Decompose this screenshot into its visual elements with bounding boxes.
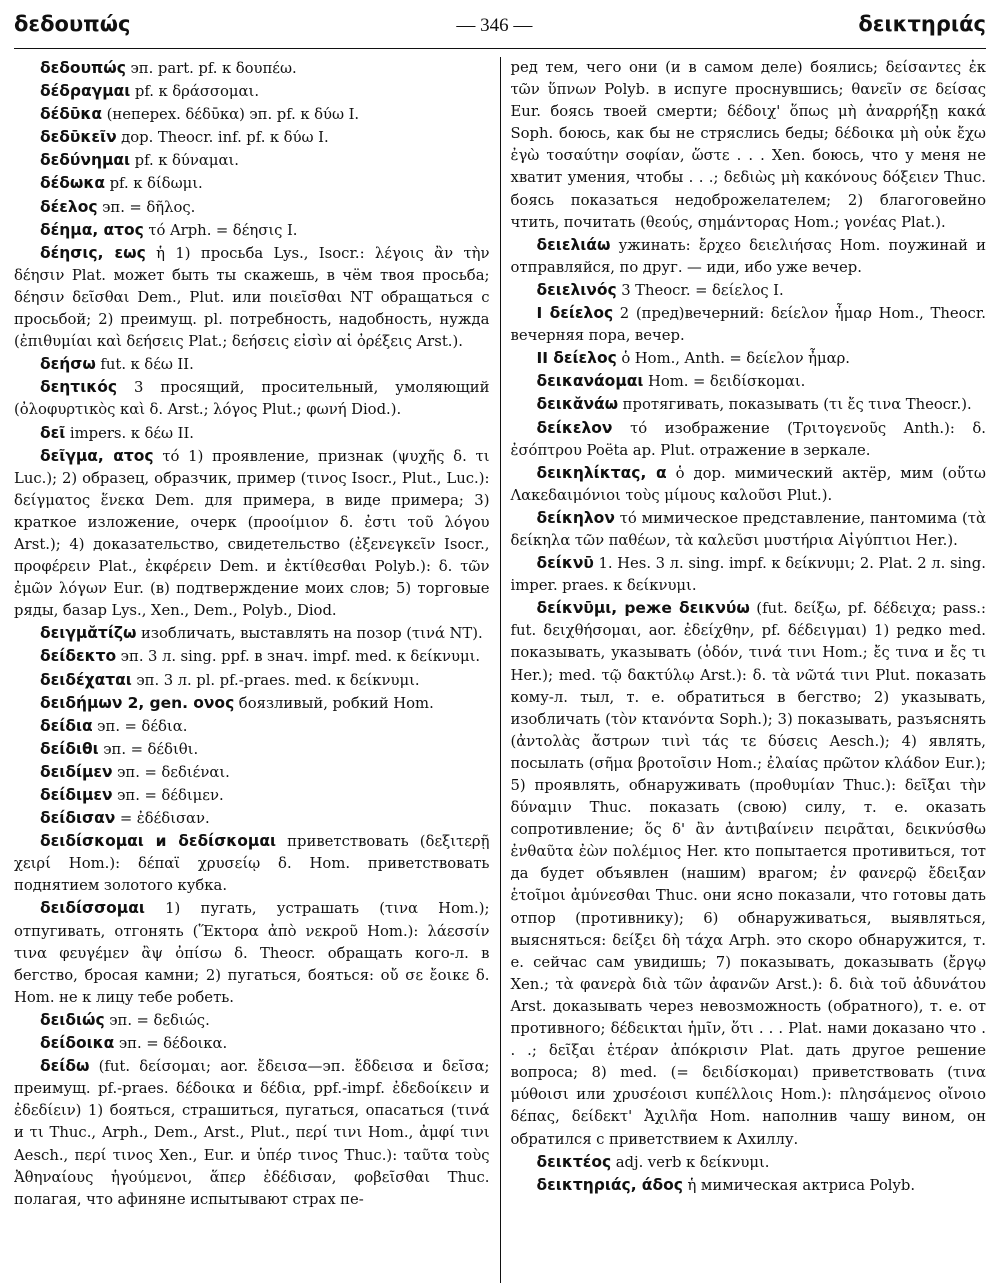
entry-headword: δέελος (40, 197, 98, 216)
entry-headword: δείδισαν (40, 809, 116, 828)
dictionary-entry (14, 1055, 490, 1211)
dictionary-entry (511, 507, 987, 552)
entry-definition: τό 1) проявление, признак (ψυχῆς δ. τι Luc.); 2) образец, образчик, пример (τινος Isocr., Plut., Luc.): δείγματος ἕνεκα Dem. для примера, в виде примера; 3) краткое изложение, очерк (προοίμιον δ. ἐστι τοῦ λόγου Arst.); 4) доказательство, свидетельство (ἐξενεγκεῖν Isocr., προφέρειν Plat., ἐκφέρειν Dem. и ἐκτίθεσθαι Polyb.): δ. τῶν ἐμῶν λόγων Eur. (в) подтверждение моих слов; 5) торговые ряды, базар Lys., Xen., Dem., Polyb., Diod. (14, 447, 490, 620)
entry-definition: боязливый, робкий Hom. (238, 694, 434, 712)
entry-headword: δείδιθι (40, 739, 99, 758)
dictionary-entry (14, 57, 490, 80)
entry-definition: = ἐδέδισαν. (119, 810, 210, 828)
dictionary-entry (511, 417, 987, 462)
entry-definition: изобличать, выставлять на позор (τινά NT). (141, 625, 483, 643)
entry-headword: δειδίμεν (40, 762, 113, 781)
entry-definition: эп. = δέδιθι. (103, 740, 199, 758)
dictionary-entry (14, 897, 490, 1008)
entry-headword: δέδραγμαι (40, 82, 131, 101)
entry-headword: δείκηλον (536, 508, 615, 527)
entry-definition: τό Arph. = δέησις I. (148, 221, 298, 239)
left-column (14, 57, 500, 1283)
entry-headword: δείκνῡ (536, 554, 594, 573)
dictionary-entry (14, 149, 490, 172)
entry-definition: 1. Hes. 3 л. sing. impf. к δείκνυμι; 2. Plat. 2 л. sing. imper. praes. к δείκνυμι. (510, 555, 986, 595)
entry-definition: эп. part. pf. к δουπέω. (130, 60, 297, 77)
dictionary-entry (14, 172, 490, 195)
dictionary-entry (511, 234, 987, 279)
entry-definition: ἡ 1) просьба Lys., Isocr.: λέγοις ἂν τὴν δέησιν Plat. может быть ты скажешь, в чём твоя просьба; δέησιν δεῖσθαι Dem., Plut. или ποιεῖσθαι NT обращаться с просьбой; 2) преимущ. pl. потребность, надобность, нужда (ἐπιθυμίαι καὶ δεήσεις Plat.; δεήσεις εἰσὶν αἱ ὀρέξεις Arst.). (14, 244, 490, 351)
entry-headword: δέησις, εως (40, 243, 146, 262)
dictionary-entry (14, 784, 490, 807)
entry-definition: ред тем, чего они (и в самом деле) боялись; δείσαντες ἐκ τῶν ὕπνων Polyb. в испуге проснувшись; θανεῖν σε δείσας Eur. боясь твоей смерти; δέδοιχ' ὅπως μὴ ἀναρρήξῃ κακά Soph. боюсь, как бы не стряслись беды; δέδοικα μὴ οὐκ ἔχω ἐγὼ τοσαύτην σοφίαν, ὥστε . . . Xen. боюсь, что у меня не хватит умения, чтобы . . .; δεδιὼς μὴ κακόνους δόξειεν Thuc. боясь показаться недоброжелателем; 2) благоговейно чтить, почитать (θεούς, σημάντορας Hom.; γονέας Plat.). (510, 59, 986, 231)
entry-definition: pf. к δύναμαι. (134, 152, 239, 170)
entry-headword: δεῖγμα, ατος (40, 446, 154, 465)
dictionary-entry (14, 1009, 490, 1032)
dictionary-entry (511, 552, 987, 597)
entry-definition: Hom. = δειδίσκομαι. (647, 373, 806, 391)
dictionary-entry (14, 353, 490, 376)
page-header (14, 12, 986, 49)
dictionary-entry (14, 807, 490, 830)
dictionary-entry (511, 347, 987, 370)
entry-definition: impers. к δέω II. (69, 424, 194, 442)
entry-headword: δεδῡκεῖν (40, 128, 117, 147)
dictionary-entry (14, 376, 490, 421)
entry-headword: δειελιάω (536, 235, 611, 254)
entry-definition: ὁ Hom., Anth. = δείελον ἦμαρ. (621, 350, 851, 368)
dictionary-entry (511, 302, 987, 347)
right-column (500, 57, 987, 1283)
entry-headword: δείδοικα (40, 1034, 115, 1053)
dictionary-entry (14, 1032, 490, 1055)
running-head-left: δεδουπώς (14, 12, 131, 36)
entry-headword: δέδωκα (40, 174, 106, 193)
page-number: — 346 — (456, 15, 533, 36)
dictionary-entry (14, 126, 490, 149)
entry-headword: δειελινός (536, 280, 617, 299)
dictionary-entry (14, 692, 490, 715)
dictionary-entry (511, 57, 987, 234)
entry-definition: приветствовать (δεξιτερῇ χειρί Hom.): δέπαϊ χρυσείῳ δ. Hom. приветствовать поднятием золотого кубка. (14, 833, 490, 895)
entry-definition: эп. = δέδια. (97, 717, 188, 735)
entry-definition: дор. Theocr. inf. pf. к δύω I. (121, 129, 329, 147)
entry-headword: δεικᾰνάω (536, 395, 619, 414)
entry-definition: эп. = δέδιμεν. (117, 787, 224, 804)
dictionary-entry (511, 279, 987, 302)
dictionary-entry (14, 669, 490, 692)
dictionary-entry (511, 462, 987, 507)
entry-definition: эп. 3 л. sing. ppf. в знач. impf. med. к δείκνυμι. (120, 648, 481, 666)
entry-definition: pf. к δράσσομαι. (134, 83, 260, 101)
entry-definition: эп. 3 л. pl. pf.-praes. med. к δείκνυμι. (136, 671, 420, 689)
entry-definition: (fut. δείσομαι; aor. ἔδεισα—эп. ἔδδεισα и δεῖσα; преимущ. pf.-praes. δέδοικα и δέδια, ppf.-impf. ἐδεδοίκειν и ἐδεδίειν) 1) бояться, страшиться, пугаться, опасаться (τινά и τι Thuc., Arph., Dem., Arst., Plut., περί τινι Hom., ἀμφί τινι Aesch., περί τινος Xen., Eur. и ὑπέρ τινος Thuc.): ταῦτα τοὺς Ἀθηναίους ἡγούμενοι, ἅπερ ἐδέδισαν, φοβεῖσθαι Thuc. полагая, что афиняне испытывают страх пе- (14, 1058, 490, 1208)
dictionary-entry (14, 445, 490, 623)
entry-headword: δείδιμεν (40, 786, 113, 804)
entry-headword: δεδουπώς (40, 59, 126, 77)
entry-definition: 3 просящий, просительный, умоляющий (ὀλοφυρτικὸς καὶ δ. Arst.; λόγος Plut.; φωνή Diod.). (14, 379, 490, 419)
dictionary-entry (511, 597, 987, 1150)
entry-headword: δεήσω (40, 355, 96, 374)
entry-definition: fut. к δέω II. (100, 356, 194, 374)
entry-headword: II δείελος (536, 349, 617, 368)
entry-definition: adj. verb к δείκνυμι. (615, 1153, 770, 1171)
dictionary-entry (511, 393, 987, 416)
entry-headword: δειδέχαται (40, 670, 132, 689)
dictionary-entry (14, 219, 490, 242)
entry-definition: pf. к δίδωμι. (109, 175, 203, 193)
entry-headword: δεικανάομαι (536, 372, 644, 391)
entry-headword: δειδιώς (40, 1010, 105, 1029)
columns (14, 57, 986, 1283)
entry-definition: ἡ мимическая актриса Polyb. (687, 1176, 916, 1194)
dictionary-entry (14, 196, 490, 219)
entry-headword: δείκελον (536, 418, 613, 437)
dictionary-entry (14, 103, 490, 126)
dictionary-entry (14, 645, 490, 668)
dictionary-entry (14, 715, 490, 738)
entry-headword: δεδύνημαι (40, 151, 131, 170)
entry-definition: ужинать: ἔρχεο δειελιήσας Hom. поужинай и отправляйся, по друг. — иди, ибо уже вечер. (510, 236, 986, 276)
running-head-right: δεικτηριάς (858, 12, 986, 36)
dictionary-entry (14, 761, 490, 784)
entry-headword: δείδεκτο (40, 647, 117, 666)
entry-headword: I δείελος (536, 304, 614, 323)
entry-headword: δέδῡκα (40, 105, 103, 124)
entry-definition: эп. = δεδιέναι. (117, 763, 230, 781)
entry-definition: протягивать, показывать (τι ἔς τινα Theocr.). (622, 396, 972, 414)
entry-definition: эп. = δέδοικα. (118, 1035, 228, 1053)
entry-definition: (fut. δείξω, pf. δέδειχα; pass.: fut. δειχθήσομαι, aor. ἐδείχθην, pf. δέδειγμαι) 1) редко med. показывать, указывать (ὁδόν, τινά τινι Hom.; ἔς τινα и ἔς τι Her.); med. τῷ δακτύλῳ Arst.): δ. τὰ νῶτά τινι Plut. показать кому-л. тыл, т. е. обратиться в бегство; 2) указывать, изобличать (τὸν κτανόντα Soph.); 3) показывать, разъяснять (ἀντολὰς ἄστρων τινὶ τάς τε δύσεις Aesch.); 4) являть, посылать (σῆμα βροτοῖσιν Hom.; ἐλαίας πρῶτον κλάδον Eur.); 5) проявлять, обнаруживать (προθυμίαν Thuc.): δεῖξαι τὴν δύναμιν Thuc. показать (свою) силу, т. е. оказать сопротивление; ὅς δ' ἂν ἀντιβαίνειν πειρᾶται, δεικνύσθω ἐνθαῦτα ἐὼν πολέμιος Her. кто попытается противиться, тот да будет объявлен (нашим) врагом; ἐν φανερῷ ἔδειξαν ἑτοῖμοι ἀμύνεσθαι Thuc. они ясно показали, что готовы дать отпор (противнику); 6) обнаруживаться, выявляться, выясняться: δείξει δὴ τάχα Arph. это скоро обнаружится, т. е. сейчас сам увидишь; 7) показывать, доказывать (ἔργῳ Xen.; τὰ φανερὰ διὰ τῶν ἀφανῶν Arst.): δ. διὰ τοῦ ἀδυνάτου Arst. доказывать через невозможность (обратного), т. е. от противного; δέδεικται ἡμῖν, ὅτι . . . Plat. нами доказано что . . .; δεῖξαι ἑτέραν ἀπόκρισιν Plat. дать другое решение вопроса; 8) med. (= δειδίσκομαι) приветствовать (τινα μύθοισι или χρυσέοισι κυπέλλοις Hom.): πλησάμενος οἴνοιο δέπας, δείδεκτ' Ἀχιλῆα Hom. наполнив чашу вином, он обратился с приветствием к Ахиллу. (510, 600, 986, 1148)
entry-headword: δειδίσκομαι и δεδίσκομαι (40, 832, 277, 851)
entry-headword: δειδήμων 2, gen. ονος (40, 693, 235, 712)
entry-headword: δείδω (40, 1057, 90, 1076)
dictionary-entry (14, 622, 490, 645)
entry-headword: δεικηλίκτας, α (536, 463, 667, 482)
entry-headword: δείκνῡμι, реже δεικνύω (536, 599, 750, 618)
dictionary-entry (14, 242, 490, 353)
entry-definition: эп. = δεδιώς. (109, 1011, 210, 1029)
entry-headword: δειδίσσομαι (40, 899, 145, 918)
entry-headword: δεικτηριάς, άδος (536, 1175, 683, 1194)
entry-definition: τό мимическое представление, пантомима (τὰ δείκηλα τῶν παθέων, τὰ καλεῦσι μυστήρια Αἰγύπτιοι Her.). (510, 509, 986, 549)
dictionary-entry (511, 1151, 987, 1174)
entry-headword: δεικτέος (536, 1152, 612, 1171)
entry-headword: δεητικός (40, 378, 118, 397)
entry-definition: (неперех. δέδῡκα) эп. pf. к δύω I. (106, 106, 360, 124)
dictionary-entry (511, 1174, 987, 1197)
entry-headword: δεῖ (40, 423, 66, 442)
dictionary-entry (14, 738, 490, 761)
dictionary-entry (14, 830, 490, 897)
entry-definition: τό изображение (Τριτογενοῦς Anth.): δ. ἐσόπτρου Poëta ap. Plut. отражение в зеркале. (510, 419, 986, 459)
entry-definition: эп. = δῆλος. (102, 198, 196, 216)
entry-definition: 2 (пред)вечерний: δείελον ἦμαρ Hom., Theocr. вечерняя пора, вечер. (510, 305, 986, 345)
entry-definition: 3 Theocr. = δείελος I. (621, 281, 784, 299)
dictionary-entry (14, 80, 490, 103)
entry-definition: ὁ дор. мимический актёр, мим (οὕτω Λακεδαιμόνιοι τοὺς μίμους καλοῦσι Plut.). (510, 464, 986, 504)
entry-headword: δείδια (40, 716, 93, 735)
dictionary-entry (511, 370, 987, 393)
dictionary-entry (14, 422, 490, 445)
entry-headword: δέημα, ατος (40, 220, 144, 239)
entry-definition: 1) пугать, устрашать (τινα Hom.); отпугивать, отгонять (Ἕκτορα ἀπὸ νεκροῦ Hom.): λάεσσίν τινα φευγέμεν ἂψ ὀπίσω δ. Theocr. обращать кого-л. в бегство, бросая камни; 2) пугаться, бояться: οὔ σε ἔοικε δ. Hom. не к лицу тебе робеть. (14, 900, 490, 1006)
entry-headword: δειγμᾰτίζω (40, 624, 137, 643)
